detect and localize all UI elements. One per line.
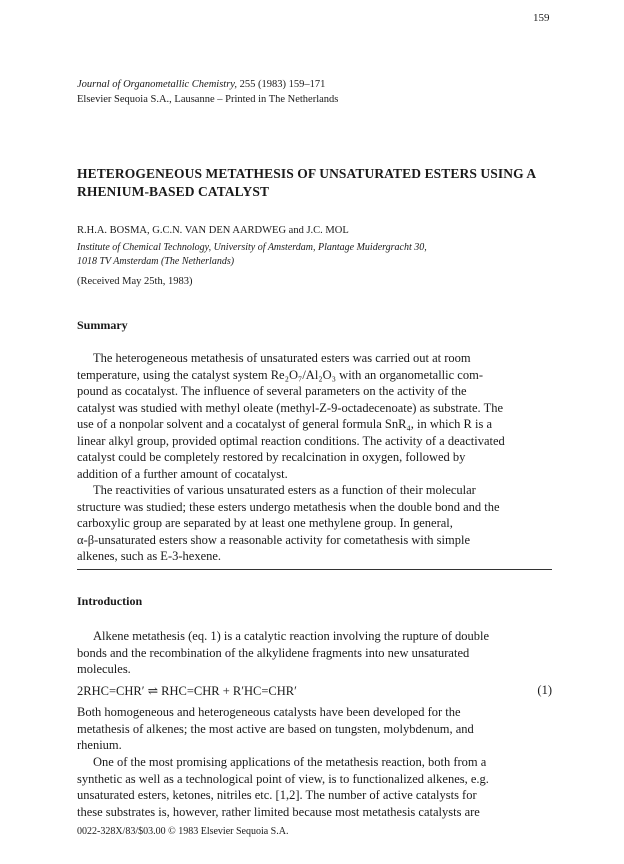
- text-line: bonds and the recombination of the alkylidene fragments into new unsaturated: [77, 645, 470, 660]
- text-line: rhenium.: [77, 738, 122, 752]
- journal-line-1: [77, 77, 338, 92]
- introduction-paragraph-1: [77, 628, 553, 678]
- text-line: use of a nonpolar solvent and a cocatalyst of general formula SnR₄, in which R is a: [77, 417, 493, 431]
- received-date: (Received May 25th, 1983): [77, 276, 193, 287]
- affiliation-line-1: Institute of Chemical Technology, University of Amsterdam, Plantage Muidergracht 30,: [77, 242, 427, 253]
- text-line: One of the most promising applications of the metathesis reaction, both from a: [93, 755, 487, 769]
- text-line: metathesis of alkenes; the most active are based on tungsten, molybdenum, and: [77, 721, 474, 736]
- text-line: synthetic as well as a technological point of view, is to functionalized alkenes, e.g.: [77, 771, 489, 786]
- text-line: these substrates is, however, rather limited because most metathesis catalysts are: [77, 804, 480, 819]
- equation-number: (1): [537, 683, 552, 697]
- article-title: HETEROGENEOUS METATHESIS OF UNSATURATED ESTERS USING A RHENIUM-BASED CATALYST: [77, 166, 536, 199]
- introduction-paragraph-3: [77, 754, 553, 820]
- text-line: catalyst could be completely restored by recalcination in oxygen, followed by: [77, 450, 466, 464]
- text-line: molecules.: [77, 662, 131, 676]
- text-line: The reactivities of various unsaturated esters as a function of their molecular: [93, 483, 476, 497]
- text-line: The heterogeneous metathesis of unsaturated esters was carried out at room: [93, 351, 471, 365]
- text-line: Alkene metathesis (eq. 1) is a catalytic reaction involving the rupture of double: [93, 629, 490, 643]
- summary-paragraph-2: [77, 482, 553, 565]
- introduction-paragraph-2: [77, 704, 553, 754]
- authors: R.H.A. BOSMA, G.C.N. VAN DEN AARDWEG and J.C. MOL: [77, 225, 349, 236]
- summary-paragraph-1: [77, 350, 553, 482]
- introduction-heading: Introduction: [77, 594, 143, 608]
- text-line: carboxylic group are separated by at least one methylene group. In general,: [77, 516, 453, 530]
- equation-text: 2RHC=CHR′ ⇌ RHC=CHR + R′HC=CHR′: [77, 684, 297, 698]
- text-line: linear alkyl group, provided optimal reaction conditions. The activity of a deactivated: [77, 433, 505, 448]
- text-line: unsaturated esters, ketones, nitriles etc. [1,2]. The number of active catalysts for: [77, 788, 477, 802]
- text-line: α-β-unsaturated esters show a reasonable activity for cometathesis with simple: [77, 532, 470, 547]
- journal-line-2: Elsevier Sequoia S.A., Lausanne – Printed in The Netherlands: [77, 94, 339, 105]
- equation-1: [77, 683, 552, 699]
- text-line: temperature, using the catalyst system Re₂O₇/Al₂O₃ with an organometallic com-: [77, 367, 483, 382]
- text-line: addition of a further amount of cocatalyst.: [77, 466, 288, 481]
- journal-volume: 255 (1983) 159–171: [237, 79, 326, 90]
- summary-heading: Summary: [77, 318, 128, 332]
- page-number: 159: [533, 12, 550, 24]
- journal-citation: [77, 77, 338, 107]
- text-line: Both homogeneous and heterogeneous catalysts have been developed for the: [77, 705, 461, 719]
- text-line: structure was studied; these esters undergo metathesis when the double bond and the: [77, 499, 500, 514]
- affiliation-line-2: 1018 TV Amsterdam (The Netherlands): [77, 256, 235, 267]
- text-line: catalyst was studied with methyl oleate (methyl-Z-9-octadecenoate) as substrate. The: [77, 400, 504, 415]
- text-line: alkenes, such as E-3-hexene.: [77, 549, 222, 563]
- copyright-footer: 0022-328X/83/$03.00 © 1983 Elsevier Sequoia S.A.: [77, 826, 289, 837]
- affiliation: [77, 241, 427, 269]
- text-line: pound as cocatalyst. The influence of several parameters on the activity of the: [77, 384, 467, 398]
- section-divider: [77, 569, 552, 570]
- journal-name: Journal of Organometallic Chemistry,: [77, 79, 238, 90]
